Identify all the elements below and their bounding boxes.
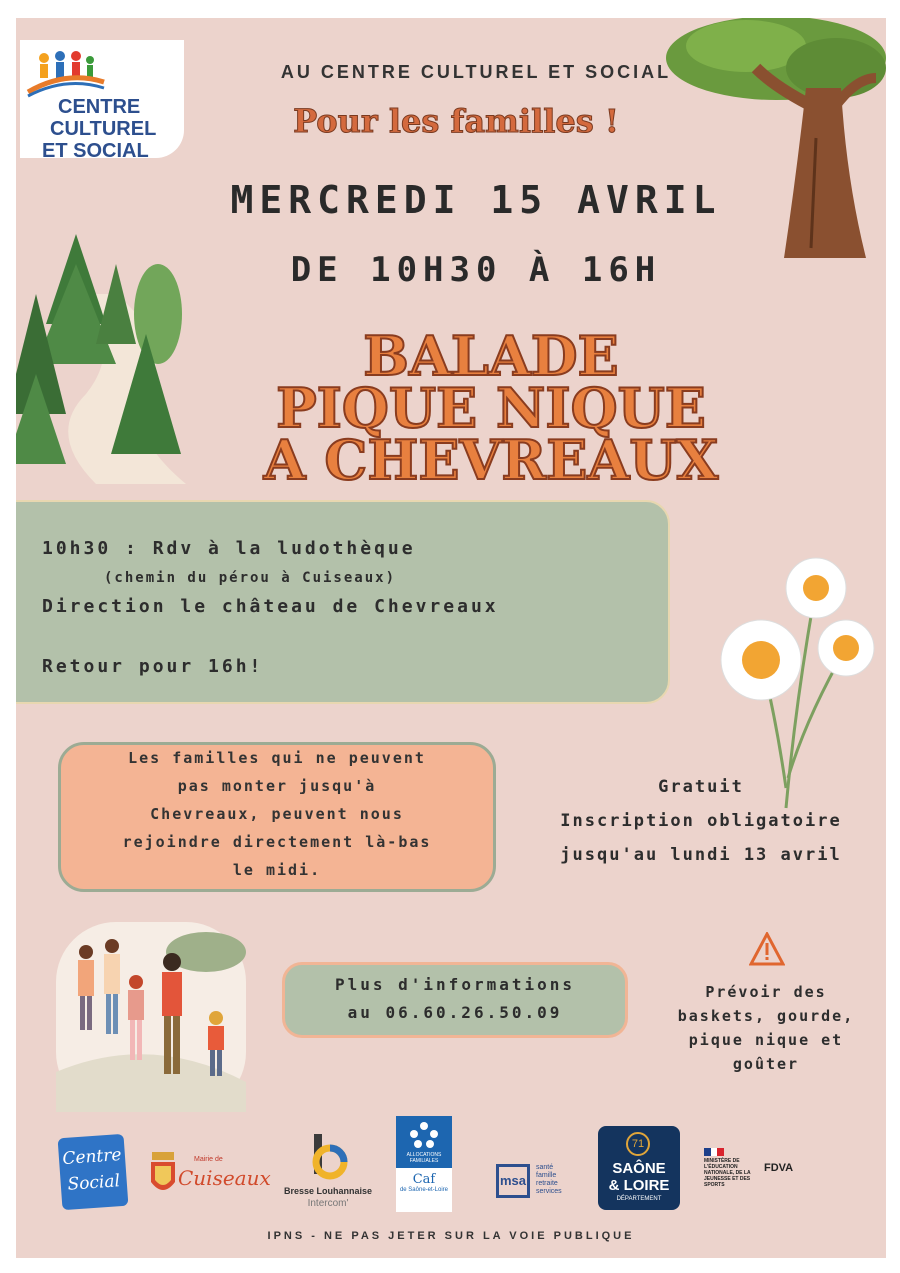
warning-line-3: pique nique et (688, 1031, 844, 1049)
caf-figures-icon (406, 1120, 442, 1150)
bresse-louhannaise-logo (278, 1134, 378, 1214)
families-note-line-5: le midi. (232, 861, 322, 879)
event-date: MERCREDI 15 AVRIL (230, 178, 722, 222)
tree-illustration (666, 18, 886, 268)
info-box (282, 962, 628, 1038)
warning-line-4: goûter (732, 1055, 800, 1073)
poster (16, 18, 886, 1258)
title-line-2: PIQUE NIQUE (276, 376, 706, 440)
registration-info (516, 770, 886, 872)
centre-social-logo-line-1: Centre (61, 1145, 123, 1170)
logo-line-2: CULTUREL (50, 118, 157, 140)
saone-number: 71 (626, 1132, 650, 1156)
info-line-1: Plus d'informations (334, 975, 576, 994)
bresse-name: Bresse Louhannaise (283, 1186, 373, 1196)
registration-required: Inscription obligatoire (560, 811, 842, 831)
warning-line-1: Prévoir des (705, 983, 827, 1001)
program-line-3: Direction le château de Chevreaux (42, 596, 499, 617)
family-figures-icon (26, 48, 106, 98)
tagline: Pour les familles ! (293, 102, 619, 140)
cuiseaux-name: Cuiseaux (178, 1166, 271, 1190)
saone-line-2: & LOIRE (608, 1177, 670, 1194)
mairie-label: Mairie de (194, 1156, 223, 1163)
footer-text: IPNS - NE PAS JETER SUR LA VOIE PUBLIQUE (267, 1230, 635, 1242)
registration-free: Gratuit (658, 777, 744, 797)
warning-icon (749, 932, 785, 966)
title-line-1: BALADE (363, 324, 619, 388)
french-flag-icon (704, 1148, 724, 1156)
logo-line-1: CENTRE (58, 96, 141, 118)
msa-line-1: santé (536, 1164, 554, 1171)
program-line-1: 10h30 : Rdv à la ludothèque (42, 538, 416, 559)
saone-line-1: SAÔNE (612, 1160, 666, 1177)
caf-logo (396, 1116, 452, 1212)
family-walking-illustration (56, 922, 246, 1112)
families-note-box (58, 742, 496, 892)
msa-line-3: retraite (536, 1180, 558, 1187)
logo-line-3: ET SOCIAL (42, 140, 149, 162)
families-note-line-3: Chevreaux, peuvent nous (150, 805, 404, 823)
ministere-text: MINISTÈRE DE L'ÉDUCATION NATIONALE, DE LA JEUNESSE ET DES SPORTS (704, 1158, 751, 1188)
centre-social-logo-line-2: Social (66, 1171, 121, 1195)
bresse-logo-icon (306, 1134, 350, 1180)
title-line-3: A CHEVREAUX (263, 428, 719, 492)
event-hours: DE 10H30 À 16H (290, 250, 662, 290)
forest-illustration (16, 234, 186, 484)
registration-deadline: jusqu'au lundi 13 avril (560, 845, 842, 865)
fdva-text: FDVA (764, 1162, 794, 1174)
coat-of-arms-icon (148, 1152, 178, 1202)
families-note-line-4: rejoindre directement là-bas (122, 833, 432, 851)
program-line-4: Retour pour 16h! (42, 656, 264, 677)
event-title (166, 324, 816, 492)
program-box (16, 500, 670, 704)
caf-name: Caf (412, 1172, 436, 1187)
saone-sub: DÉPARTEMENT (616, 1196, 662, 1202)
warning-line-2: baskets, gourde, (677, 1007, 855, 1025)
caf-top: ALLOCATIONS FAMILIALES (406, 1152, 442, 1164)
ministere-fdva-logo (704, 1148, 814, 1204)
centre-social-logo (58, 1134, 129, 1210)
info-phone: au 06.60.26.50.09 (347, 1003, 563, 1022)
program-line-2: (chemin du pérou à Cuiseaux) (104, 570, 397, 586)
caf-sub: de Saône-et-Loire (399, 1187, 449, 1193)
warning-text (656, 980, 876, 1076)
families-note-line-2: pas monter jusqu'à (177, 777, 377, 795)
bresse-sub: Intercom' (307, 1198, 349, 1209)
msa-mark: msa (496, 1164, 530, 1198)
saone-loire-logo (598, 1126, 680, 1210)
msa-logo (496, 1164, 576, 1200)
msa-line-2: famille (536, 1172, 557, 1179)
msa-line-4: services (536, 1188, 562, 1195)
header-text: AU CENTRE CULTUREL ET SOCIAL (280, 62, 672, 82)
mairie-cuiseaux-logo (148, 1148, 271, 1208)
centre-culturel-logo (20, 40, 184, 162)
families-note-line-1: Les familles qui ne peuvent (128, 749, 426, 767)
